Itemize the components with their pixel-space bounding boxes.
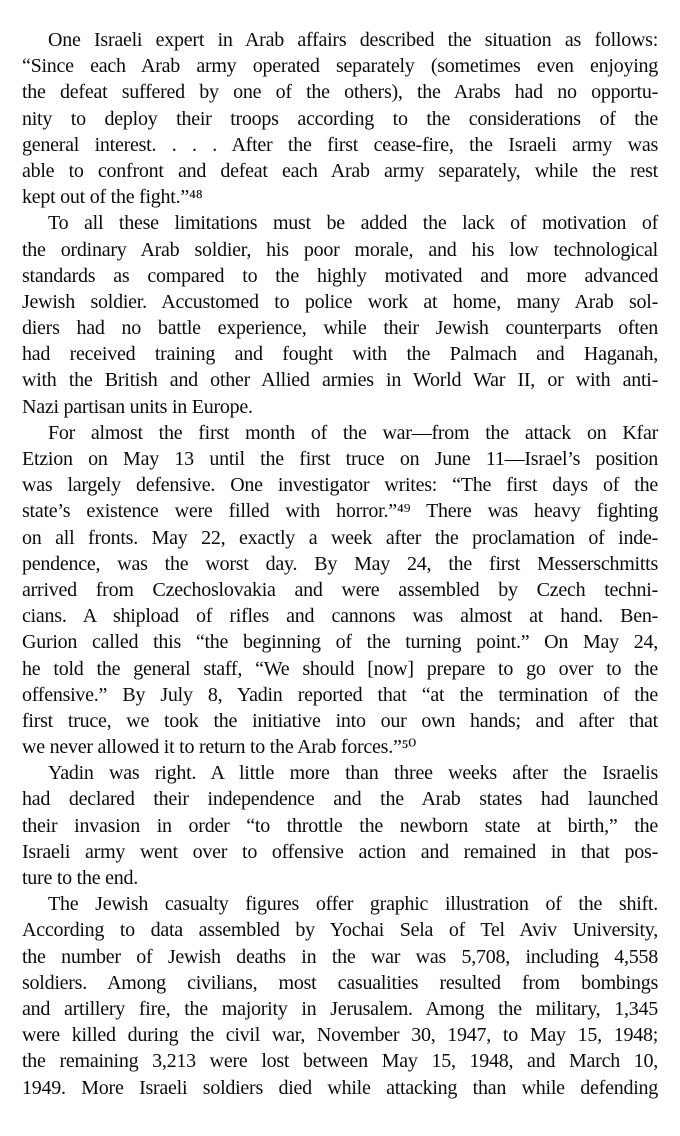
paragraph — [22, 27, 658, 210]
text-line: state’s existence were filled with horror.”⁴⁹ There was heavy fighting — [22, 500, 658, 523]
text-line: Gurion called this “the beginning of the turning point.” On May 24, — [22, 631, 658, 654]
text-line: the ordinary Arab soldier, his poor morale, and his low technological — [22, 238, 658, 261]
text-line: One Israeli expert in Arab affairs described the situation as follows: — [48, 29, 658, 51]
text-line: was largely defensive. One investigator writes: “The first days of the — [22, 474, 658, 497]
text-line: kept out of the fight.”⁴⁸ — [22, 186, 203, 209]
text-line: first truce, we took the initiative into our own hands; and after that — [22, 709, 658, 732]
text-line: pendence, was the worst day. By May 24, the first Messerschmitts — [22, 552, 658, 575]
text-line: had received training and fought with the Palmach and Haganah, — [22, 343, 658, 366]
text-line: standards as compared to the highly motivated and more advanced — [22, 264, 658, 287]
text-line: nity to deploy their troops according to the considerations of the — [22, 107, 658, 130]
text-line: 1949. More Israeli soldiers died while attacking than while defending — [22, 1076, 658, 1099]
text-line: The Jewish casualty figures offer graphic illustration of the shift. — [48, 893, 658, 916]
text-line: For almost the first month of the war—from the attack on Kfar — [48, 421, 658, 444]
text-line: on all fronts. May 22, exactly a week after the proclamation of inde- — [22, 526, 658, 549]
text-line: we never allowed it to return to the Arab forces.”⁵⁰ — [22, 736, 417, 759]
text-line: general interest. . . . After the first cease-fire, the Israeli army was — [22, 133, 658, 156]
text-line: Yadin was right. A little more than three weeks after the Israelis — [48, 762, 658, 785]
text-line: Nazi partisan units in Europe. — [22, 395, 253, 418]
text-line: soldiers. Among civilians, most casualities resulted from bombings — [22, 971, 658, 994]
text-line: cians. A shipload of rifles and cannons was almost at hand. Ben- — [22, 605, 658, 628]
text-line: ture to the end. — [22, 867, 138, 889]
text-line: According to data assembled by Yochai Sela of Tel Aviv University, — [22, 919, 658, 942]
text-line: Etzion on May 13 until the first truce on June 11—Israel’s position — [22, 448, 658, 470]
text-line: had declared their independence and the Arab states had launched — [22, 788, 658, 811]
text-line: he told the general staff, “We should [now] prepare to go over to the — [22, 657, 658, 680]
text-line: the number of Jewish deaths in the war was 5,708, including 4,558 — [22, 945, 658, 968]
text-line: offensive.” By July 8, Yadin reported that “at the termination of the — [22, 683, 658, 706]
paragraph — [22, 420, 658, 760]
text-line: “Since each Arab army operated separately (sometimes even enjoying — [22, 55, 658, 78]
text-line: were killed during the civil war, November 30, 1947, to May 15, 1948; — [22, 1024, 658, 1047]
paragraph — [22, 891, 658, 1101]
text-line: their invasion in order “to throttle the newborn state at birth,” the — [22, 814, 658, 837]
text-line: diers had no battle experience, while their Jewish counterparts often — [22, 317, 658, 340]
text-line: the defeat suffered by one of the others), the Arabs had no opportu- — [22, 81, 658, 104]
text-line: To all these limitations must be added the lack of motivation of — [48, 212, 658, 235]
paragraph — [22, 760, 658, 891]
text-line: able to confront and defeat each Arab army separately, while the rest — [22, 159, 658, 182]
text-line: with the British and other Allied armies in World War II, or with anti- — [22, 369, 658, 392]
page-text — [22, 27, 658, 1101]
paragraph — [22, 210, 658, 420]
text-line: the remaining 3,213 were lost between May 15, 1948, and March 10, — [22, 1050, 658, 1073]
text-line: and artillery fire, the majority in Jerusalem. Among the military, 1,345 — [22, 997, 658, 1020]
text-line: Israeli army went over to offensive action and remained in that pos- — [22, 840, 658, 863]
text-line: Jewish soldier. Accustomed to police work at home, many Arab sol- — [22, 290, 658, 313]
text-line: arrived from Czechoslovakia and were assembled by Czech techni- — [22, 578, 658, 601]
